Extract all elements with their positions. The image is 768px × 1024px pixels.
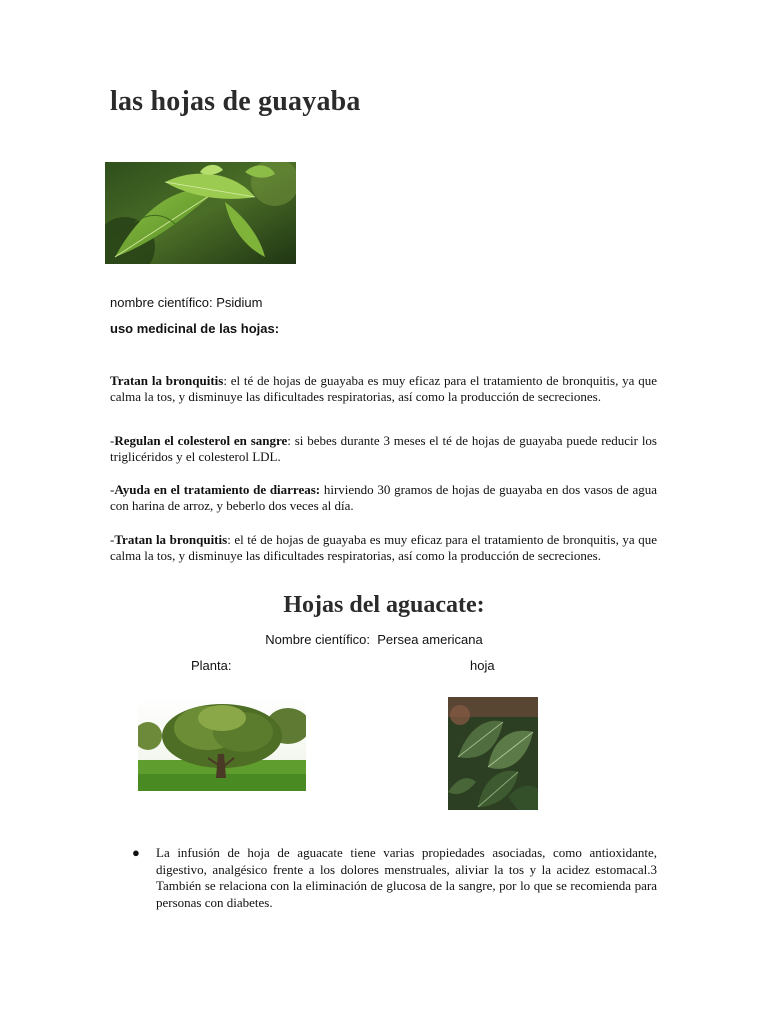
avocado-section-title: Hojas del aguacate:: [283, 592, 485, 618]
use-paragraph-lead: Tratan la bronquitis: [110, 373, 224, 388]
use-paragraph-text: : el té de hojas de guayaba es muy eficaz para el tratamiento de bronquitis, ya que calma la tos, y disminuye las dificultades respiratorias, así como la producción de secreciones.: [110, 373, 657, 405]
use-paragraph-text: : el té de hojas de guayaba es muy eficaz para el tratamiento de bronquitis, ya que calma la tos, y disminuye las dificultades respiratorias, así como la producción de secreciones.: [110, 532, 657, 564]
avocado-scientific-name-line: [0, 632, 748, 647]
avocado-tree-illustration: [138, 696, 306, 791]
use-paragraph-lead: Ayuda en el tratamiento de diarreas:: [114, 482, 321, 497]
avocado-leaf-photo: [448, 697, 538, 810]
guava-leaves-photo: [105, 162, 296, 264]
page-title: las hojas de guayaba: [110, 86, 361, 117]
scientific-name-label: nombre científico:: [110, 295, 213, 310]
avocado-leaf-illustration: [448, 697, 538, 810]
use-paragraph-prefix: -: [110, 482, 115, 497]
list-item: [110, 845, 657, 911]
use-paragraph-lead: Tratan la bronquitis: [114, 532, 228, 547]
scientific-name-line: [110, 295, 262, 311]
medicinal-use-heading: uso medicinal de las hojas:: [110, 321, 280, 336]
use-paragraph: [110, 532, 657, 565]
plant-label: Planta:: [191, 658, 232, 673]
use-paragraph-prefix: -: [110, 433, 115, 448]
use-paragraph-text: : si bebes durante 3 meses el té de hojas de guayaba puede reducir los triglicéridos y el colesterol LDL.: [110, 433, 657, 465]
use-paragraph: [110, 433, 657, 466]
avocado-tree-photo: [138, 696, 306, 791]
use-paragraph: [110, 373, 657, 406]
use-paragraph-prefix: -: [110, 532, 115, 547]
scientific-name-value: Psidium: [216, 295, 263, 310]
use-paragraph: [110, 482, 657, 515]
avocado-scientific-name-value: Persea americana: [377, 632, 483, 647]
guava-leaves-illustration: [105, 162, 296, 264]
use-paragraph-text: hirviendo 30 gramos de hojas de guayaba en dos vasos de agua con harina de arroz, y beberlo dos veces al día.: [110, 482, 657, 514]
avocado-benefits-list: [110, 845, 657, 911]
leaf-label: hoja: [470, 658, 495, 673]
use-paragraph-lead: Regulan el colesterol en sangre: [114, 433, 288, 448]
list-item-text: La infusión de hoja de aguacate tiene varias propiedades asociadas, como antioxidante, digestivo, analgésico frente a los dolores menstruales, aliviar la tos y la acidez estomacal.3 También se relaciona con la eliminación de glucosa de la sangre, por lo que se recomienda para personas con diabetes.: [156, 845, 657, 910]
bullet-icon: ●: [132, 845, 140, 860]
avocado-scientific-name-label: Nombre científico:: [265, 632, 371, 647]
